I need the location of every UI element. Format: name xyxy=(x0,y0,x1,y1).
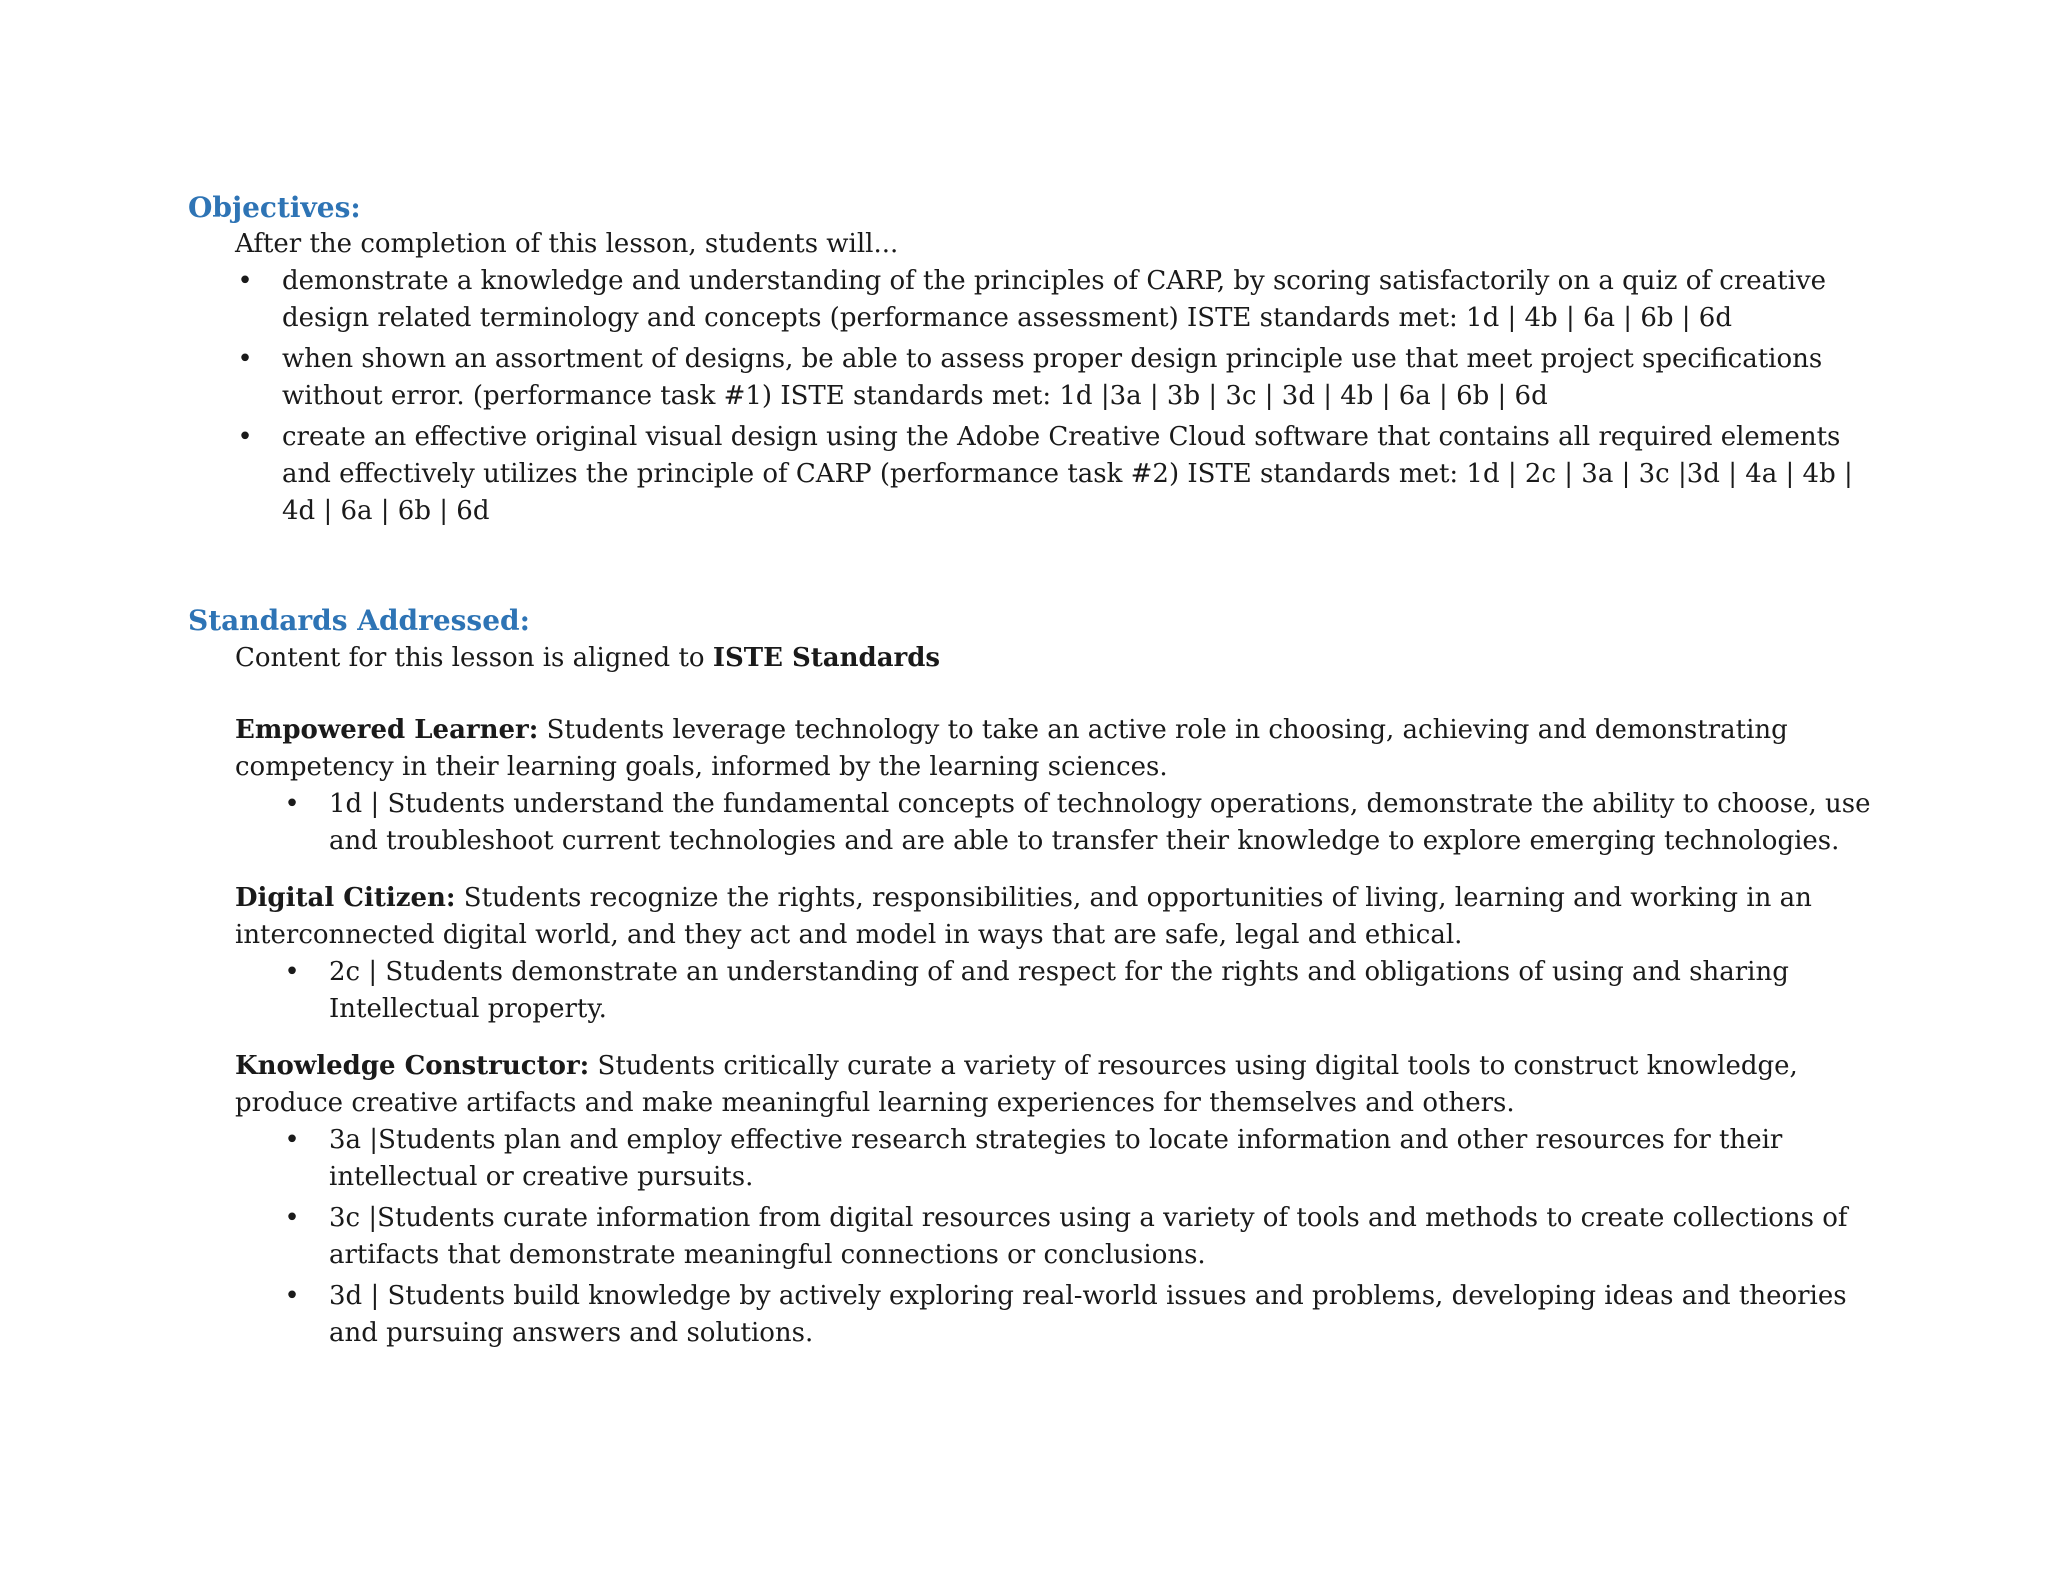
standard-desc-text: Students leverage technology to take an active role in choosing, achieving and demonstrating xyxy=(538,715,1788,745)
bullet-icon: • xyxy=(284,1203,300,1233)
objectives-block xyxy=(235,226,1895,534)
bullet-icon: • xyxy=(284,1281,300,1311)
standard-desc-text: produce creative artifacts and make meaningful learning experiences for themselves and others. xyxy=(235,1088,1515,1118)
list-item-text: design related terminology and concepts (performance assessment) ISTE standards met: 1d | 4b | 6a | 6b | 6d xyxy=(282,303,1732,333)
standard-description xyxy=(235,1048,1895,1085)
list-item-text: 3d | Students build knowledge by actively exploring real-world issues and problems, developing ideas and theories xyxy=(329,1281,1847,1311)
standards-heading: Standards Addressed: xyxy=(188,604,530,637)
standard-list xyxy=(282,786,1895,860)
list-item-text: artifacts that demonstrate meaningful connections or conclusions. xyxy=(329,1240,1206,1270)
list-item xyxy=(235,341,1895,415)
standard-title: Digital Citizen: xyxy=(235,883,456,913)
list-item-text: 4d | 6a | 6b | 6d xyxy=(282,496,490,526)
standards-intro xyxy=(235,640,1895,677)
list-item xyxy=(282,786,1895,860)
list-item-text: and troubleshoot current technologies and are able to transfer their knowledge to explore emerging technologies. xyxy=(329,826,1840,856)
standard-desc-text: Students recognize the rights, responsibilities, and opportunities of living, learning and working in an xyxy=(455,883,1812,913)
list-item-text: create an effective original visual design using the Adobe Creative Cloud software that contains all required elements xyxy=(282,422,1841,452)
list-item-text: Intellectual property. xyxy=(329,994,607,1024)
list-item-text: without error. (performance task #1) ISTE standards met: 1d |3a | 3b | 3c | 3d | 4b | 6a | 6b | 6d xyxy=(282,381,1548,411)
list-item xyxy=(235,263,1895,337)
list-item-text: 2c | Students demonstrate an understanding of and respect for the rights and obligations of using and sharing xyxy=(329,957,1789,987)
list-item-text: demonstrate a knowledge and understanding of the principles of CARP, by scoring satisfactorily on a quiz of creative xyxy=(282,266,1827,296)
standard-desc-text: interconnected digital world, and they act and model in ways that are safe, legal and ethical. xyxy=(235,920,1463,950)
standard-section-digital-citizen xyxy=(235,880,1895,1028)
bullet-icon: • xyxy=(237,422,253,452)
standards-intro-bold: ISTE Standards xyxy=(712,643,941,673)
list-item-text: and pursuing answers and solutions. xyxy=(329,1318,814,1348)
bullet-icon: • xyxy=(237,266,253,296)
standard-desc-text: competency in their learning goals, informed by the learning sciences. xyxy=(235,752,1168,782)
standard-desc-text: Students critically curate a variety of resources using digital tools to construct knowledge, xyxy=(589,1051,1798,1081)
list-item-text: 3c |Students curate information from digital resources using a variety of tools and methods to create collections of xyxy=(329,1203,1848,1233)
list-item xyxy=(282,1122,1895,1196)
list-item-text: 1d | Students understand the fundamental concepts of technology operations, demonstrate the ability to choose, use xyxy=(329,789,1871,819)
objectives-heading: Objectives: xyxy=(188,191,361,224)
standards-intro-text: Content for this lesson is aligned to xyxy=(235,643,713,673)
objectives-list xyxy=(235,263,1895,530)
standards-block xyxy=(235,640,1895,1356)
bullet-icon: • xyxy=(284,1125,300,1155)
standard-title: Empowered Learner: xyxy=(235,715,539,745)
objectives-intro: After the completion of this lesson, students will... xyxy=(235,229,899,259)
standard-list xyxy=(282,954,1895,1028)
standard-description xyxy=(235,712,1895,749)
list-item xyxy=(282,1200,1895,1274)
standard-section-knowledge-constructor xyxy=(235,1048,1895,1352)
standard-description xyxy=(235,880,1895,917)
bullet-icon: • xyxy=(284,789,300,819)
list-item-text: 3a |Students plan and employ effective research strategies to locate information and other resources for their xyxy=(329,1125,1783,1155)
bullet-icon: • xyxy=(284,957,300,987)
list-item-text: when shown an assortment of designs, be able to assess proper design principle use that meet project specifications xyxy=(282,344,1823,374)
list-item xyxy=(282,954,1895,1028)
list-item-text: and effectively utilizes the principle of CARP (performance task #2) ISTE standards met: 1d | 2c | 3a | 3c |3d | 4a | 4b | xyxy=(282,459,1853,489)
standard-list xyxy=(282,1122,1895,1352)
list-item xyxy=(282,1278,1895,1352)
standard-section-empowered-learner xyxy=(235,712,1895,860)
standard-title: Knowledge Constructor: xyxy=(235,1051,590,1081)
bullet-icon: • xyxy=(237,344,253,374)
list-item-text: intellectual or creative pursuits. xyxy=(329,1162,754,1192)
list-item xyxy=(235,419,1895,530)
